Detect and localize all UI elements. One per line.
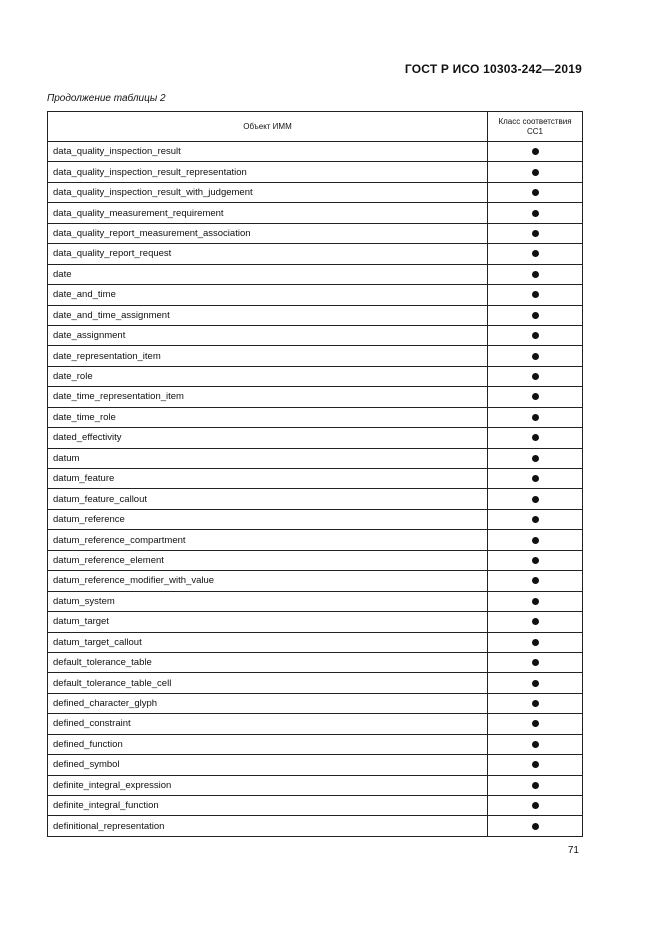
object-name-cell: definitional_representation	[48, 816, 488, 836]
cc1-cell	[488, 755, 583, 775]
table-caption: Продолжение таблицы 2	[47, 93, 166, 104]
filled-circle-icon	[532, 271, 539, 278]
cc1-cell	[488, 509, 583, 529]
filled-circle-icon	[532, 475, 539, 482]
object-name-cell: definite_integral_expression	[48, 775, 488, 795]
table-row	[48, 223, 583, 243]
object-name-cell: defined_constraint	[48, 714, 488, 734]
table-row	[48, 448, 583, 468]
cc1-cell	[488, 796, 583, 816]
table-row	[48, 325, 583, 345]
object-name-cell: definite_integral_function	[48, 796, 488, 816]
table-row	[48, 162, 583, 182]
object-name-cell: datum_target	[48, 612, 488, 632]
object-name-cell: datum_reference_element	[48, 550, 488, 570]
filled-circle-icon	[532, 210, 539, 217]
object-name-cell: defined_character_glyph	[48, 693, 488, 713]
filled-circle-icon	[532, 414, 539, 421]
cc1-cell	[488, 734, 583, 754]
filled-circle-icon	[532, 496, 539, 503]
cc1-cell	[488, 775, 583, 795]
object-name-cell: date_time_role	[48, 407, 488, 427]
table-row	[48, 714, 583, 734]
filled-circle-icon	[532, 741, 539, 748]
table-row	[48, 775, 583, 795]
object-name-cell: datum_target_callout	[48, 632, 488, 652]
cc1-cell	[488, 407, 583, 427]
cc1-cell	[488, 816, 583, 836]
filled-circle-icon	[532, 782, 539, 789]
table-row	[48, 305, 583, 325]
object-name-cell: datum_feature_callout	[48, 489, 488, 509]
table-row	[48, 469, 583, 489]
cc1-cell	[488, 203, 583, 223]
filled-circle-icon	[532, 434, 539, 441]
filled-circle-icon	[532, 618, 539, 625]
column-header-conformance-class	[488, 112, 583, 142]
table-row	[48, 755, 583, 775]
standard-identifier: ГОСТ Р ИСО 10303-242—2019	[404, 62, 582, 76]
object-name-cell: dated_effectivity	[48, 428, 488, 448]
table-row	[48, 142, 583, 162]
object-name-cell: data_quality_inspection_result	[48, 142, 488, 162]
filled-circle-icon	[532, 537, 539, 544]
filled-circle-icon	[532, 230, 539, 237]
filled-circle-icon	[532, 598, 539, 605]
object-name-cell: data_quality_measurement_requirement	[48, 203, 488, 223]
object-name-cell: date_assignment	[48, 325, 488, 345]
table-row	[48, 530, 583, 550]
cc1-cell	[488, 530, 583, 550]
table-row	[48, 285, 583, 305]
cc1-cell	[488, 285, 583, 305]
object-name-cell: data_quality_inspection_result_representation	[48, 162, 488, 182]
column-header-class-line2: CC1	[526, 126, 543, 136]
cc1-cell	[488, 428, 583, 448]
cc1-cell	[488, 612, 583, 632]
object-name-cell: data_quality_inspection_result_with_judgement	[48, 182, 488, 202]
filled-circle-icon	[532, 312, 539, 319]
cc1-cell	[488, 162, 583, 182]
filled-circle-icon	[532, 557, 539, 564]
object-name-cell: date_time_representation_item	[48, 387, 488, 407]
table-row	[48, 632, 583, 652]
table-row	[48, 652, 583, 672]
cc1-cell	[488, 142, 583, 162]
table-row	[48, 612, 583, 632]
cc1-cell	[488, 591, 583, 611]
filled-circle-icon	[532, 148, 539, 155]
object-name-cell: default_tolerance_table_cell	[48, 673, 488, 693]
cc1-cell	[488, 366, 583, 386]
object-name-cell: datum_reference_modifier_with_value	[48, 571, 488, 591]
object-name-cell: defined_symbol	[48, 755, 488, 775]
object-name-cell: date_role	[48, 366, 488, 386]
object-name-cell: default_tolerance_table	[48, 652, 488, 672]
cc1-cell	[488, 469, 583, 489]
table-row	[48, 591, 583, 611]
cc1-cell	[488, 714, 583, 734]
object-name-cell: data_quality_report_measurement_association	[48, 223, 488, 243]
filled-circle-icon	[532, 353, 539, 360]
cc1-cell	[488, 264, 583, 284]
object-name-cell: date	[48, 264, 488, 284]
cc1-cell	[488, 325, 583, 345]
conformance-table	[47, 111, 583, 837]
filled-circle-icon	[532, 720, 539, 727]
table-row	[48, 428, 583, 448]
object-name-cell: date_and_time	[48, 285, 488, 305]
cc1-cell	[488, 652, 583, 672]
table-row	[48, 182, 583, 202]
filled-circle-icon	[532, 639, 539, 646]
filled-circle-icon	[532, 455, 539, 462]
cc1-cell	[488, 223, 583, 243]
object-name-cell: defined_function	[48, 734, 488, 754]
table-header-row	[48, 112, 583, 142]
table-row	[48, 571, 583, 591]
table-row	[48, 244, 583, 264]
table-row	[48, 816, 583, 836]
table-row	[48, 366, 583, 386]
filled-circle-icon	[532, 659, 539, 666]
table-row	[48, 796, 583, 816]
filled-circle-icon	[532, 823, 539, 830]
table-row	[48, 346, 583, 366]
table-row	[48, 203, 583, 223]
filled-circle-icon	[532, 189, 539, 196]
cc1-cell	[488, 305, 583, 325]
cc1-cell	[488, 387, 583, 407]
filled-circle-icon	[532, 516, 539, 523]
cc1-cell	[488, 489, 583, 509]
cc1-cell	[488, 632, 583, 652]
table-row	[48, 734, 583, 754]
cc1-cell	[488, 244, 583, 264]
filled-circle-icon	[532, 802, 539, 809]
cc1-cell	[488, 693, 583, 713]
table-row	[48, 407, 583, 427]
object-name-cell: datum_feature	[48, 469, 488, 489]
table-row	[48, 693, 583, 713]
object-name-cell: date_and_time_assignment	[48, 305, 488, 325]
page-number: 71	[567, 845, 579, 856]
cc1-cell	[488, 182, 583, 202]
filled-circle-icon	[532, 250, 539, 257]
table-row	[48, 489, 583, 509]
filled-circle-icon	[532, 577, 539, 584]
table-body	[48, 142, 583, 837]
column-header-object: Объект ИММ	[48, 112, 488, 142]
cc1-cell	[488, 346, 583, 366]
cc1-cell	[488, 550, 583, 570]
table-row	[48, 550, 583, 570]
filled-circle-icon	[532, 373, 539, 380]
table-row	[48, 673, 583, 693]
filled-circle-icon	[532, 700, 539, 707]
object-name-cell: datum_reference_compartment	[48, 530, 488, 550]
filled-circle-icon	[532, 332, 539, 339]
table-row	[48, 509, 583, 529]
filled-circle-icon	[532, 393, 539, 400]
cc1-cell	[488, 571, 583, 591]
filled-circle-icon	[532, 291, 539, 298]
object-name-cell: date_representation_item	[48, 346, 488, 366]
cc1-cell	[488, 448, 583, 468]
cc1-cell	[488, 673, 583, 693]
filled-circle-icon	[532, 169, 539, 176]
table-row	[48, 387, 583, 407]
table-row	[48, 264, 583, 284]
object-name-cell: data_quality_report_request	[48, 244, 488, 264]
object-name-cell: datum_system	[48, 591, 488, 611]
filled-circle-icon	[532, 680, 539, 687]
filled-circle-icon	[532, 761, 539, 768]
column-header-class-line1: Класс соответствия	[498, 116, 572, 126]
object-name-cell: datum_reference	[48, 509, 488, 529]
object-name-cell: datum	[48, 448, 488, 468]
